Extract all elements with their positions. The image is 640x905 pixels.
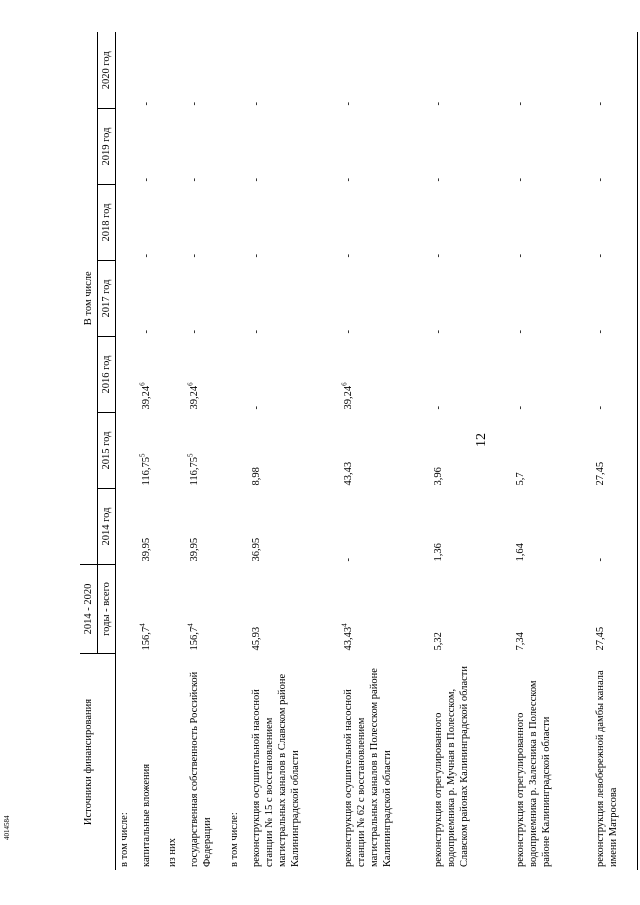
- year-value-text: 39,24: [188, 385, 200, 410]
- row-year-value: [248, 337, 340, 413]
- row-year-value: [138, 413, 164, 489]
- table-row: [248, 33, 340, 871]
- row-total: [340, 565, 430, 654]
- row-total-value: 7,34: [514, 632, 526, 651]
- row-year-value: [116, 413, 138, 489]
- footnote-mark: 6: [138, 382, 146, 386]
- table-bottom-rule: [638, 33, 639, 871]
- row-year-value: [186, 33, 226, 109]
- year-value-text: -: [342, 254, 354, 258]
- year-value-text: -: [188, 102, 200, 106]
- row-year-value: [592, 185, 638, 261]
- row-year-value: [248, 413, 340, 489]
- table-row: [512, 33, 592, 871]
- year-value-text: -: [432, 330, 444, 334]
- year-value-text: -: [594, 178, 606, 182]
- row-total: [248, 565, 340, 654]
- row-total-value: 43,43: [342, 626, 354, 651]
- row-year-value: [186, 185, 226, 261]
- financing-table: [80, 33, 638, 871]
- row-year-value: [164, 489, 186, 565]
- row-year-value: [186, 413, 226, 489]
- row-year-value: [164, 337, 186, 413]
- table-row: [430, 33, 512, 871]
- year-value-text: -: [140, 330, 152, 334]
- header-total-top: 2014 - 2020: [80, 565, 98, 654]
- row-year-value: [138, 185, 164, 261]
- footnote-mark: 5: [138, 453, 146, 457]
- year-value-text: -: [594, 406, 606, 410]
- table-row: [138, 33, 164, 871]
- row-year-value: [116, 109, 138, 185]
- year-value-text: -: [250, 330, 262, 334]
- row-source-name: реконструкция осушительной насосной станции № 15 с восстановлением магистральных каналов в Славском районе Калининградской области: [250, 673, 301, 867]
- row-year-value: [186, 261, 226, 337]
- document-code: 4014584: [3, 815, 11, 840]
- row-year-value: [512, 185, 592, 261]
- row-year-value: [592, 337, 638, 413]
- row-total: [164, 565, 186, 654]
- year-value-text: -: [342, 330, 354, 334]
- row-year-value: [186, 109, 226, 185]
- row-year-value: [248, 185, 340, 261]
- row-year-value: [512, 33, 592, 109]
- row-year-value: [164, 33, 186, 109]
- row-total-value: 5,32: [432, 632, 444, 651]
- row-year-value: [592, 261, 638, 337]
- row-year-value: [226, 337, 248, 413]
- year-value-text: 39,24: [342, 385, 354, 410]
- row-total-value: 156,7: [188, 626, 200, 651]
- year-value-text: -: [432, 406, 444, 410]
- row-year-value: [512, 337, 592, 413]
- row-year-value: [248, 33, 340, 109]
- row-year-value: [138, 337, 164, 413]
- year-value-text: 39,24: [140, 385, 152, 410]
- year-value-text: -: [250, 102, 262, 106]
- row-year-value: [226, 109, 248, 185]
- page-number: 12: [474, 433, 489, 447]
- row-year-value: [512, 413, 592, 489]
- row-year-value: [116, 261, 138, 337]
- row-year-value: [226, 489, 248, 565]
- row-year-value: [430, 33, 512, 109]
- rotated-page: [80, 10, 640, 870]
- row-year-value: [592, 33, 638, 109]
- row-source-name: капитальные вложения: [140, 763, 152, 867]
- table-body: [116, 33, 639, 871]
- row-year-value: [592, 489, 638, 565]
- year-value-text: -: [342, 102, 354, 106]
- year-value-text: 27,45: [594, 461, 606, 486]
- year-value-text: 39,95: [188, 537, 200, 562]
- year-value-text: 1,36: [432, 543, 444, 562]
- row-year-value: [226, 261, 248, 337]
- year-value-text: -: [514, 254, 526, 258]
- year-value-text: 43,43: [342, 461, 354, 486]
- footnote-mark: 4: [138, 623, 146, 627]
- row-year-value: [430, 337, 512, 413]
- table-row: [340, 33, 430, 871]
- row-year-value: [512, 109, 592, 185]
- year-value-text: -: [594, 102, 606, 106]
- row-year-value: [138, 261, 164, 337]
- year-value-text: -: [342, 178, 354, 182]
- row-source-name: реконструкция отрегулированного водоприемника р. Залесника в Полесском районе Калининградской области: [514, 680, 552, 867]
- year-value-text: 39,95: [140, 537, 152, 562]
- row-year-value: [248, 109, 340, 185]
- year-value-text: -: [432, 102, 444, 106]
- header-year: 2020 год: [98, 33, 116, 109]
- row-total-value: 27,45: [594, 626, 606, 651]
- year-value-text: 8,98: [250, 467, 262, 486]
- year-value-text: 36,95: [250, 537, 262, 562]
- year-value-text: 3,96: [432, 467, 444, 486]
- row-year-value: [340, 337, 430, 413]
- header-year: 2017 год: [98, 261, 116, 337]
- row-year-value: [116, 337, 138, 413]
- year-value-text: -: [342, 558, 354, 562]
- row-year-value: [340, 413, 430, 489]
- year-value-text: -: [250, 178, 262, 182]
- row-source-name: в том числе:: [119, 812, 130, 867]
- row-year-value: [430, 109, 512, 185]
- header-year: 2016 год: [98, 337, 116, 413]
- row-year-value: [164, 413, 186, 489]
- year-value-text: -: [514, 178, 526, 182]
- row-year-value: [116, 185, 138, 261]
- year-value-text: 5,7: [514, 472, 526, 486]
- row-year-value: [430, 185, 512, 261]
- year-value-text: 116,75: [188, 457, 200, 486]
- row-year-value: [116, 33, 138, 109]
- year-value-text: -: [514, 406, 526, 410]
- row-year-value: [248, 489, 340, 565]
- row-year-value: [226, 413, 248, 489]
- row-year-value: [340, 489, 430, 565]
- footnote-mark: 4: [186, 623, 194, 627]
- footnote-mark: 4: [340, 623, 348, 627]
- year-value-text: -: [188, 178, 200, 182]
- year-value-text: -: [140, 254, 152, 258]
- footnote-mark: 5: [186, 453, 194, 457]
- row-year-value: [164, 109, 186, 185]
- row-source-name: реконструкция осушительной насосной станции № 62 с восстановлением магистральных каналов в Полесском районе Калининградской области: [342, 668, 393, 867]
- table-bottom-rule-cell: [638, 33, 639, 871]
- row-year-value: [186, 337, 226, 413]
- footnote-mark: 6: [186, 382, 194, 386]
- row-total: [592, 565, 638, 654]
- row-year-value: [340, 185, 430, 261]
- year-value-text: -: [250, 254, 262, 258]
- year-value-text: -: [432, 178, 444, 182]
- table-row: [116, 33, 138, 871]
- header-year: 2018 год: [98, 185, 116, 261]
- row-total-value: 156,7: [140, 626, 152, 651]
- row-source-name: государственная собственность Российской Федерации: [188, 671, 213, 867]
- row-year-value: [226, 33, 248, 109]
- year-value-text: -: [140, 102, 152, 106]
- row-source-name: в том числе:: [228, 812, 240, 867]
- row-year-value: [226, 185, 248, 261]
- row-source-name: реконструкция левобережной дамбы канала имени Матросова: [594, 670, 619, 867]
- year-value-text: -: [140, 178, 152, 182]
- row-year-value: [138, 33, 164, 109]
- row-year-value: [138, 109, 164, 185]
- header-year: 2014 год: [98, 489, 116, 565]
- row-source-name: реконструкция отрегулированного водоприемника р. Мучная в Полесском, Славском районах Калининградской области: [432, 666, 470, 867]
- row-year-value: [512, 489, 592, 565]
- year-value-text: -: [514, 330, 526, 334]
- row-year-value: [164, 261, 186, 337]
- row-year-value: [430, 489, 512, 565]
- year-value-text: -: [432, 254, 444, 258]
- table-row: [164, 33, 186, 871]
- row-year-value: [164, 185, 186, 261]
- row-total: [186, 565, 226, 654]
- row-year-value: [430, 261, 512, 337]
- row-year-value: [430, 413, 512, 489]
- header-source: Источники финансирования: [80, 654, 116, 871]
- header-year: 2019 год: [98, 109, 116, 185]
- table-row: [186, 33, 226, 871]
- row-total: [430, 565, 512, 654]
- header-total-bottom: годы - всего: [98, 565, 116, 654]
- year-value-text: -: [594, 558, 606, 562]
- year-value-text: 1,64: [514, 543, 526, 562]
- row-year-value: [248, 261, 340, 337]
- row-total: [138, 565, 164, 654]
- row-year-value: [116, 489, 138, 565]
- year-value-text: -: [594, 330, 606, 334]
- year-value-text: -: [514, 102, 526, 106]
- row-total: [116, 565, 138, 654]
- row-year-value: [592, 413, 638, 489]
- row-year-value: [340, 261, 430, 337]
- header-year: 2015 год: [98, 413, 116, 489]
- year-value-text: 116,75: [140, 457, 152, 486]
- header-row-top: [80, 33, 98, 871]
- row-year-value: [138, 489, 164, 565]
- table-row: [592, 33, 638, 871]
- table-row: [226, 33, 248, 871]
- row-year-value: [340, 33, 430, 109]
- row-total: [512, 565, 592, 654]
- year-value-text: -: [594, 254, 606, 258]
- row-total-value: 45,93: [250, 626, 262, 651]
- row-year-value: [592, 109, 638, 185]
- row-year-value: [340, 109, 430, 185]
- year-value-text: -: [250, 406, 262, 410]
- row-source-name: из них: [166, 838, 178, 867]
- footnote-mark: 6: [340, 382, 348, 386]
- year-value-text: -: [188, 254, 200, 258]
- header-group-label: В том числе: [80, 33, 98, 565]
- year-value-text: -: [188, 330, 200, 334]
- row-year-value: [186, 489, 226, 565]
- row-total: [226, 565, 248, 654]
- row-year-value: [512, 261, 592, 337]
